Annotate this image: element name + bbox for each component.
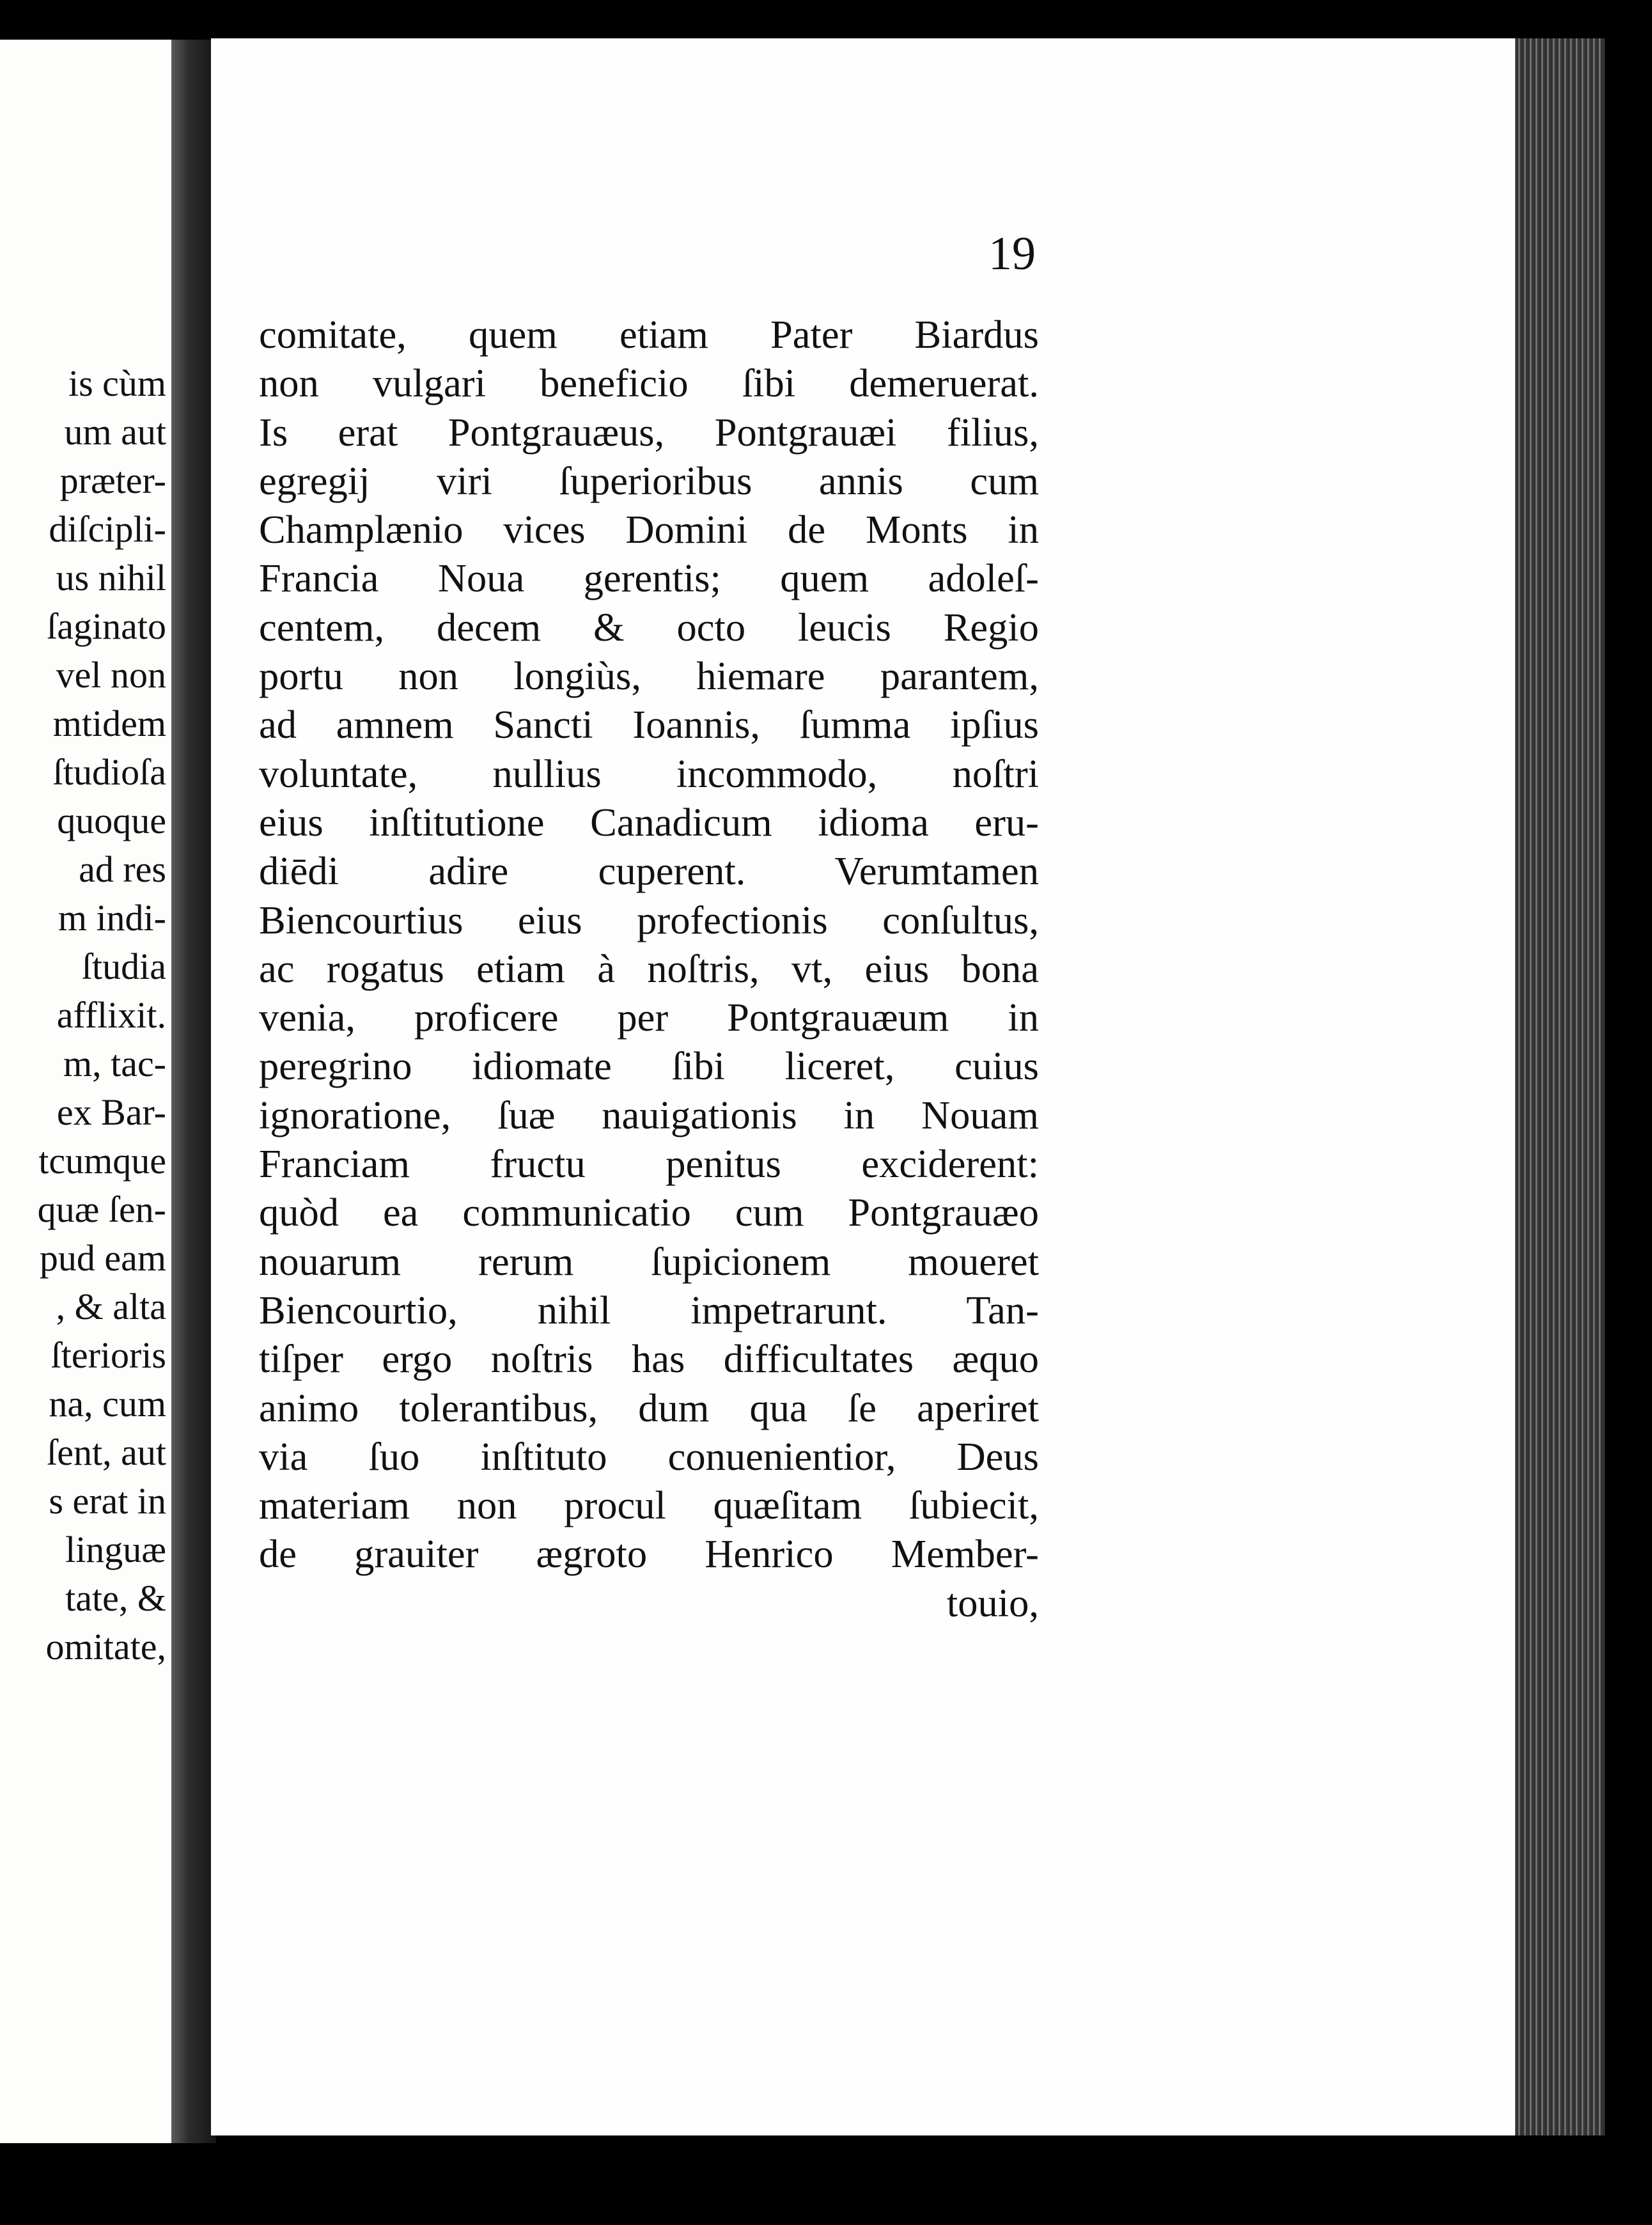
text-line: materiam non procul quæſitam ſubiecit, (259, 1483, 1039, 1528)
facing-line: um aut (64, 411, 166, 453)
text-line: via ſuo inſtituto conuenientior, Deus (259, 1433, 1039, 1479)
text-line: eius inſtitutione Canadicum idioma eru- (259, 799, 1039, 845)
facing-line: ſtudioſa (52, 751, 166, 793)
text-line: non vulgari beneficio ſibi demeruerat. (259, 361, 1039, 406)
text-line: nouarum rerum ſupicionem moueret (259, 1238, 1039, 1284)
text-line: Biencourtius eius profectionis conſultus, (259, 897, 1039, 942)
text-line: Francia Noua gerentis; quem adoleſ- (259, 556, 1039, 601)
facing-line: na, cum (49, 1383, 166, 1425)
facing-line: ex Bar- (56, 1091, 166, 1133)
facing-line: quoque (57, 800, 166, 841)
text-line: Champlænio vices Domini de Monts in (259, 507, 1039, 552)
facing-line: afflixit. (56, 994, 166, 1036)
scan-border (1605, 0, 1652, 2225)
catchword: touio, (946, 1580, 1039, 1625)
facing-line: tate, & (65, 1577, 166, 1619)
text-line: ac rogatus etiam à noſtris, vt, eius bona (259, 946, 1039, 991)
facing-line: linguæ (65, 1529, 166, 1570)
facing-line: m, tac- (63, 1043, 166, 1084)
text-line: portu non longiùs, hiemare parantem, (259, 653, 1039, 699)
text-line: voluntate, nullius incommodo, noſtri (259, 751, 1039, 796)
facing-line: is cùm (68, 363, 166, 404)
facing-line: ſtudia (81, 946, 166, 987)
facing-line: quæ ſen- (37, 1189, 166, 1230)
text-line: animo tolerantibus, dum qua ſe aperiret (259, 1385, 1039, 1430)
text-line: ignoratione, ſuæ nauigationis in Nouam (259, 1092, 1039, 1137)
facing-line: ſaginato (47, 605, 166, 647)
facing-line: tcumque (38, 1140, 166, 1182)
facing-line: diſcipli- (49, 508, 166, 550)
facing-line: præter- (59, 460, 166, 501)
text-line: centem, decem & octo leucis Regio (259, 604, 1039, 650)
facing-line: vel non (56, 654, 166, 696)
text-line: peregrino idiomate ſibi liceret, cuius (259, 1043, 1039, 1089)
facing-line: m indi- (58, 897, 166, 939)
text-line: Is erat Pontgrauæus, Pontgrauæi filius, (259, 409, 1039, 455)
facing-line: ſterioris (51, 1334, 166, 1376)
text-line: Franciam fructu penitus exciderent: (259, 1141, 1039, 1187)
facing-page (0, 40, 192, 2143)
facing-line: pud eam (39, 1237, 166, 1279)
body-text (259, 310, 1039, 1627)
text-line: quòd ea communicatio cum Pontgrauæo (259, 1190, 1039, 1235)
page-number: 19 (988, 228, 1036, 280)
text-line: comitate, quem etiam Pater Biardus (259, 312, 1039, 357)
text-line: venia, proficere per Pontgrauæum in (259, 995, 1039, 1040)
facing-line: s erat in (49, 1480, 166, 1522)
text-line: de grauiter ægroto Henrico Member- (259, 1531, 1039, 1577)
facing-line: omitate, (45, 1626, 166, 1667)
text-line: diēdi adire cuperent. Verumtamen (259, 848, 1039, 894)
page-edges (1515, 38, 1611, 2135)
text-line: tiſper ergo noſtris has difficultates æquo (259, 1336, 1039, 1382)
text-line: Biencourtio, nihil impetrarunt. Tan- (259, 1287, 1039, 1332)
text-line: egregij viri ſuperioribus annis cum (259, 458, 1039, 503)
facing-line: , & alta (56, 1286, 166, 1327)
facing-page-text (0, 359, 166, 1671)
facing-line: ſent, aut (47, 1432, 166, 1473)
facing-line: ad res (79, 848, 166, 890)
facing-line: us nihil (56, 557, 166, 598)
text-line: ad amnem Sancti Ioannis, ſumma ipſius (259, 702, 1039, 747)
facing-line: mtidem (52, 703, 166, 744)
book-gutter (171, 40, 216, 2143)
